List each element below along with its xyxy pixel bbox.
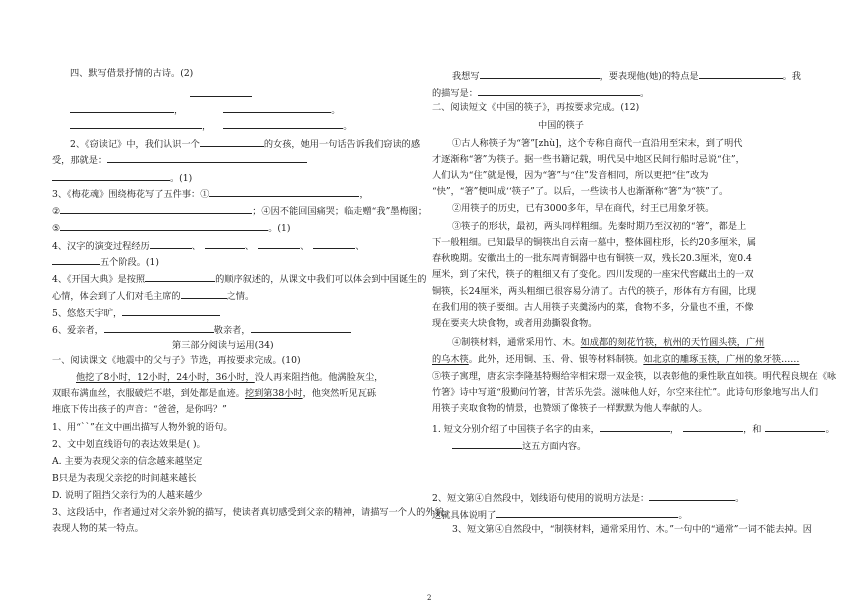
- reading1-para-3: 堆底下传出孩子的声音：“爸爸，是你吗？”: [52, 404, 227, 415]
- q2-line1: 2、《窃读记》中，我们认识一个 的女孩，她用一句话告诉我们窃读的感: [70, 136, 420, 151]
- reading1-para-2: 双眼布满血丝，衣服破烂不堪，到处都是血迹。挖到第38小时，他突然听见瓦砾: [52, 388, 377, 399]
- passage-p5-l3: 用筷子夹取食物的情景，也赞颂了像筷子一样默默为他人奉献的人。: [432, 403, 708, 414]
- q3-blank-2[interactable]: [60, 203, 252, 214]
- q2-line2: 受，那就是：: [52, 152, 307, 167]
- q4-line2: 五个阶段。(1): [52, 254, 159, 269]
- reading2-title: 二、阅读短文《中国的筷子》，再按要求完成。(12): [432, 102, 640, 113]
- passage-p3-l5: 铜筷，长24厘米，两头粗细已很容易分清了。古代的筷子，形体有方有圆，比现: [432, 286, 757, 297]
- passage-p4-l1: ④制筷材料，通常采用竹、木。如成都的刻花竹筷，杭州的天竹圆头筷，广州: [452, 337, 765, 348]
- r1-question-2: 2、文中划直线语句的表达效果是( )。: [52, 439, 206, 450]
- r1-question-3-line1: 3、这段话中，作者通过对父亲外貌的描写，使读者真切感受到父亲的精神，请描写一个人的外貌，: [52, 507, 453, 518]
- passage-p3-l1: ③筷子的形状，最初，两头同样粗细。先秦时期乃至汉初的“箸”，都是上: [452, 221, 747, 232]
- passage-p3-l2: 下一般粗细。已知最早的铜筷出自云南一墓中，整体圆柱形，长约20多厘米，属: [432, 237, 757, 248]
- passage-p5-l2: 竹箸》诗中写道“殷勤问竹箸，甘苦乐先尝。滋味他人好，尔空来往忙”。此诗句形象地写出人们: [432, 387, 819, 398]
- q5-line2: 心情，体会到了人们对毛主席的 之情。: [52, 288, 254, 303]
- passage-p3-l3: 春秋晚期。安徽出土的一批东周青铜器中也有铜筷一双，残长20.3厘米，宽0.4: [432, 253, 752, 264]
- q3-blank-3[interactable]: [60, 220, 268, 231]
- reading1-title: 一、阅读课文《地震中的父与子》节选，再按要求完成。(10): [52, 355, 301, 366]
- q4-line1: 4、汉字的演变过程经历 、 、 、 、: [52, 238, 364, 253]
- passage-p1-l4: “快”，“箸”便叫成‘‘筷子”了。以后，一些读书人也渐渐称“箸”为“筷”了。: [432, 186, 729, 197]
- passage-title: 中国的筷子: [538, 120, 584, 131]
- writing-line-2: 的描写是： 。: [432, 85, 649, 100]
- r2-question-2-line1: 2、短文第④自然段中，划线语句使用的说明方法是： 。: [432, 490, 744, 505]
- passage-p1-l1: ①古人称筷子为“箸”[zhù]，这个专称自商代一直沿用至宋末，到了明代: [452, 138, 743, 149]
- passage-p3-l6: 在我们用的筷子要细。古人用筷子夹羹汤内的菜，食物不多，分量也不重，不像: [432, 302, 754, 313]
- q5-line1: 4、《开国大典》是按照 的顺序叙述的，从课文中我们可以体会到中国诞生的: [52, 271, 426, 286]
- passage-p1-l2: 才逐渐称“箸”为筷子。据一些书籍记载，明代吴中地区民间行船时忌说“住”，: [432, 154, 745, 165]
- q2-line3: 。(1): [52, 170, 192, 185]
- r1-option-d[interactable]: D. 说明了阻挡父亲行为的人越来越少: [52, 490, 203, 501]
- r1-question-1: 1、用“``”在文中画出描写人物外貌的语句。: [52, 422, 233, 433]
- reading1-para-1: 他挖了8小时，12小时，24小时，36小时，没人再来阻挡他。他满脸灰尘，: [76, 372, 384, 383]
- q2-blank-3[interactable]: [52, 170, 170, 181]
- r2-question-2-line2: 这就具体说明了 。: [432, 507, 688, 522]
- poem-line-2[interactable]: ， 。: [70, 118, 352, 133]
- r2-question-3: 3、短文第④自然段中，“制筷材料，通常采用竹、木。”一句中的“通常”一词不能去掉。因: [452, 524, 812, 535]
- r1-option-b[interactable]: B只是为表现父亲挖的时间越来越长: [52, 473, 197, 484]
- q7-line: 6、爱亲者， 敬亲者，: [52, 322, 351, 337]
- q3-blank-1[interactable]: [209, 186, 359, 197]
- poem-title-blank[interactable]: [190, 86, 252, 101]
- q3-line2: ② ；④因不能回国痛哭；临走赠“我”墨梅图；: [52, 203, 427, 218]
- writing-line-1: 我想写 ，要表现他(她)的特点是 。我: [452, 68, 801, 83]
- section4-title: 四、默写借景抒情的古诗。(2): [70, 68, 194, 79]
- page-number: 2: [427, 594, 432, 602]
- q2-blank-1[interactable]: [200, 136, 264, 147]
- part3-title: 第三部分阅读与运用(34): [172, 340, 274, 351]
- passage-p4-l2: 的乌木筷。此外，还用铜、玉、骨、银等材料制筷。如北京的雕琢玉筷，广州的象牙筷……: [432, 354, 800, 365]
- r2-question-1-line2: 这五方面内容。: [452, 438, 586, 453]
- q2-blank-2[interactable]: [107, 152, 307, 163]
- q6-line: 5、悠悠天宇旷，: [52, 305, 220, 320]
- r1-question-3-line2: 表现人物的某一特点。: [52, 523, 144, 534]
- q3-line3: ⑤ 。(1): [52, 220, 290, 235]
- passage-p3-l4: 厘米，到了宋代，筷子的粗细又有了变化。四川发现的一座宋代窖藏出土的一双: [432, 269, 754, 280]
- r2-question-1-line1: 1. 短文分别介绍了中国筷子名字的由来， ， ，和 。: [432, 421, 835, 436]
- q3-line1: 3、《梅花魂》围绕梅花写了五件事：① ，: [52, 186, 369, 201]
- passage-p3-l7: 现在要夹大块食物，或者用劲撕裂食物。: [432, 318, 598, 329]
- r1-option-a[interactable]: A. 主要为表现父亲的信念越来越坚定: [52, 456, 203, 467]
- passage-p1-l3: 人们认为“住”就是慢，因为“箸”与“住”发音相同，所以更把“住”改为: [432, 170, 709, 181]
- passage-p2: ②用筷子的历史，已有3000多年，早在商代，纣王已用象牙筷。: [452, 203, 715, 214]
- passage-p5-l1: ⑤筷子寓理，唐玄宗李隆基特赐给宰相宋璟一双金筷，以表彰他的秉性耿直如筷。明代程良规在《咏: [432, 371, 837, 382]
- poem-line-1[interactable]: ， 。: [70, 102, 340, 117]
